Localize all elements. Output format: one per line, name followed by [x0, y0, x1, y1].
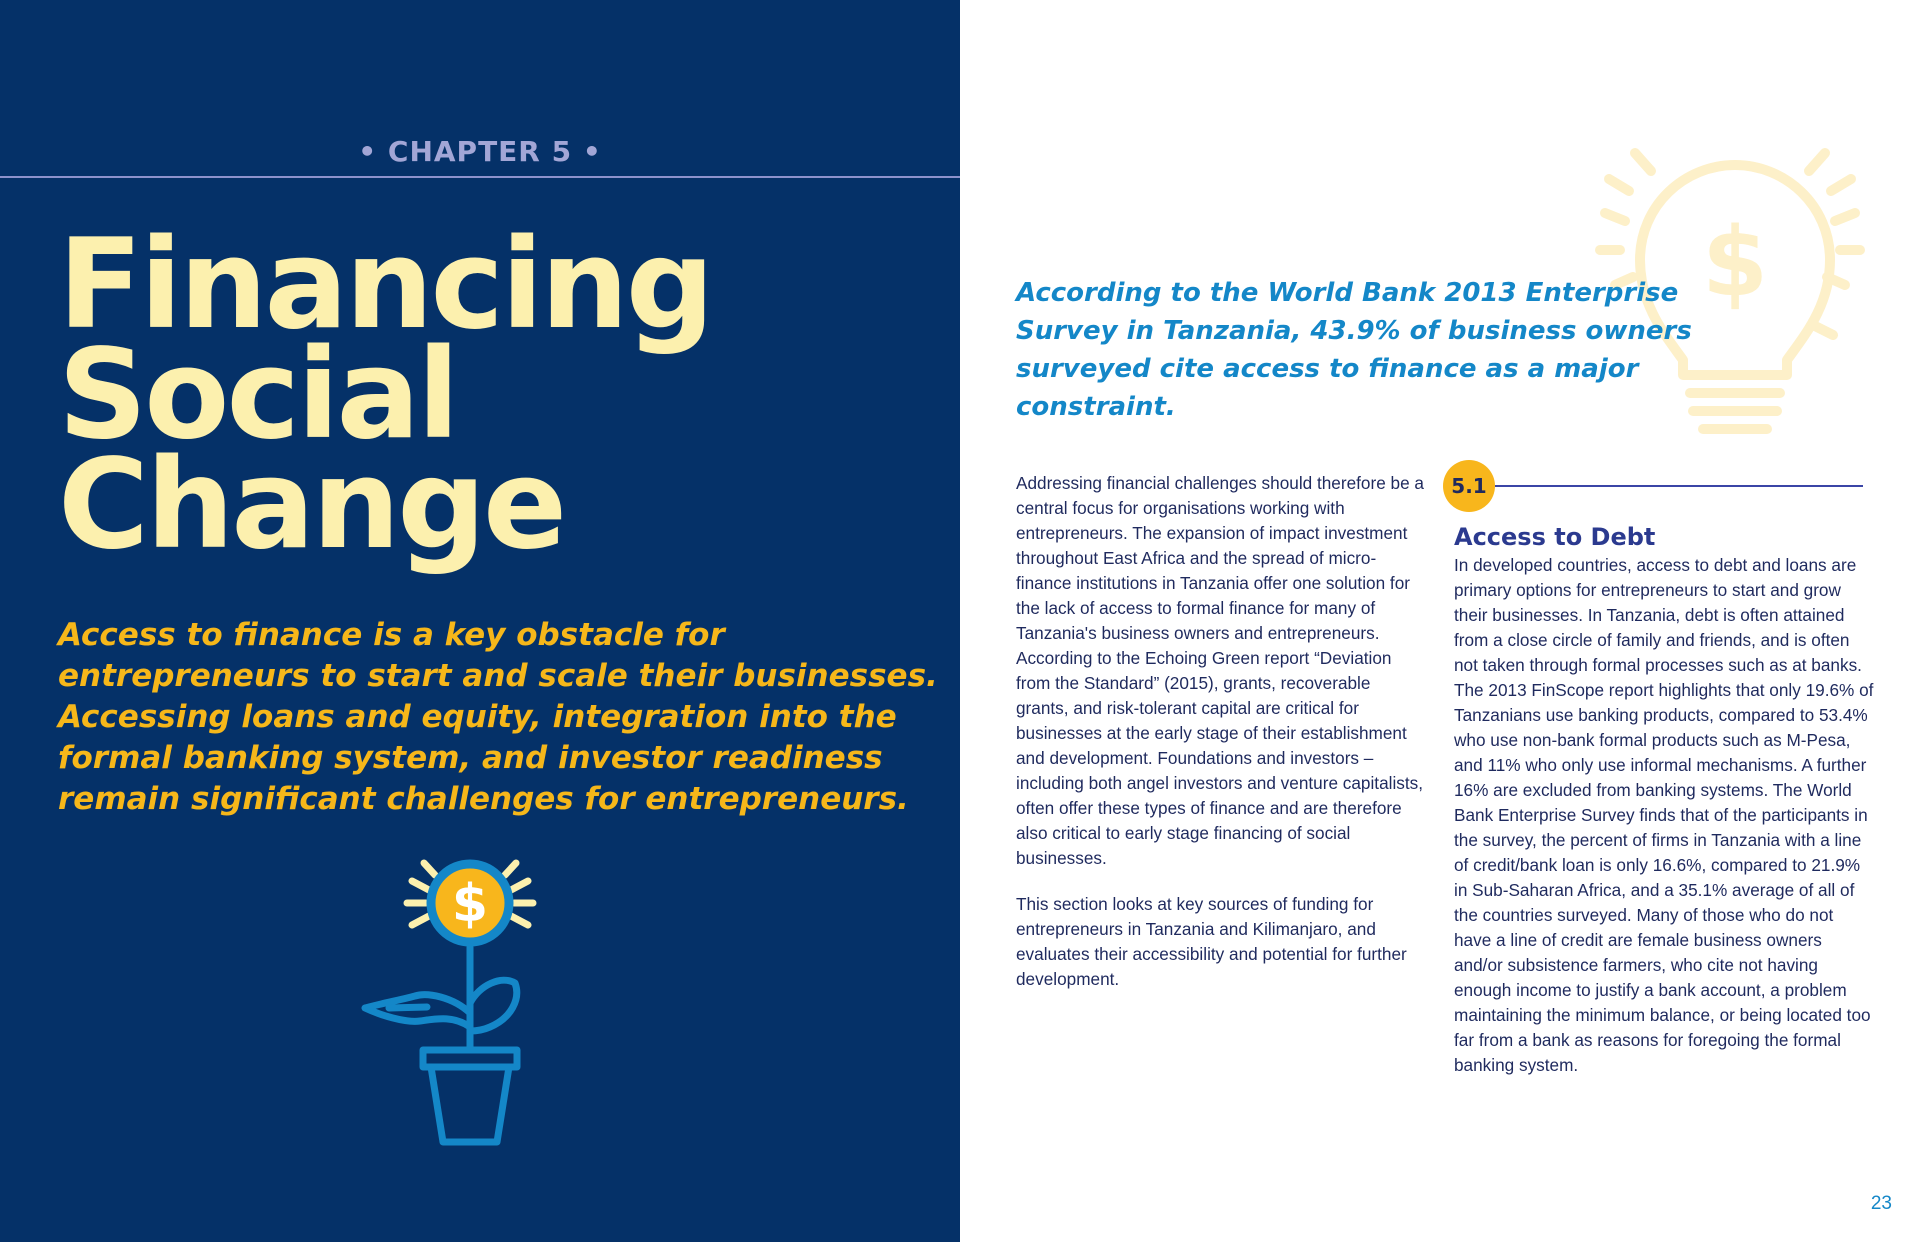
page-number: 23: [1870, 1193, 1892, 1214]
body-right-column: [1454, 553, 1874, 1078]
money-plant-icon: [355, 855, 585, 1155]
dollar-sign: $: [451, 874, 489, 934]
title-line-1: Financing: [58, 213, 712, 357]
chapter-intro: Access to finance is a key obstacle for entrepreneurs to start and scale their businesses. Accessing loans and equity, integration into the formal banking system, and investor readiness remain significant challenges for entrepreneurs.: [58, 617, 938, 817]
title-line-2: Social: [58, 323, 457, 467]
bulb-dollar-sign: $: [1701, 208, 1769, 318]
section-body: In developed countries, access to debt and loans are primary options for entrepreneurs to start and grow their businesses. In Tanzania, debt is often attained from a close circle of family and friends, and is often not taken through formal processes such as at banks. The 2013 FinScope report highlights that only 19.6% of Tanzanians use banking products, compared to 53.4% who use non-bank formal products such as M-Pesa, and 11% who only use informal mechanisms. A further 16% are excluded from banking systems. The World Bank Enterprise Survey finds that of the participants in the survey, the percent of firms in Tanzania with a line of credit/bank loan is only 16.6%, compared to 21.9% in Sub-Saharan Africa, and a 35.1% average of all of the countries surveyed. Many of those who do not have a line of credit are female business owners and/or subsistence farmers, who cite not having enough income to justify a bank account, a problem maintaining the minimum balance, or being located too far from a bank as reasons for foregoing the formal banking system.: [1454, 555, 1874, 1075]
section-title: Access to Debt: [1454, 523, 1656, 551]
section-number-badge: 5.1: [1443, 460, 1495, 512]
title-line-3: Change: [58, 433, 565, 577]
section-divider: [1495, 485, 1863, 487]
chapter-divider: [0, 176, 962, 178]
body-left-column: [1016, 471, 1426, 1013]
body-paragraph: Addressing financial challenges should therefore be a central focus for organisations working with entrepreneurs. The expansion of impact investment throughout East Africa and the spread of micro-finance institutions in Tanzania offer one solution for the lack of access to formal finance for many of Tanzania's business owners and entrepreneurs. According to the Echoing Green report “Deviation from the Standard” (2015), grants, recoverable grants, and risk-tolerant capital are critical for businesses at the early stage of their establishment and development. Foundations and investors – including both angel investors and venture capitalists, often offer these types of finance and are therefore also critical to early stage financing of social businesses.: [1016, 473, 1424, 868]
chapter-label: • CHAPTER 5 •: [358, 135, 602, 168]
chapter-title: [58, 213, 938, 577]
pull-quote: According to the World Bank 2013 Enterprise Survey in Tanzania, 43.9% of business owners surveyed cite access to finance as a major constraint.: [1016, 278, 1692, 422]
body-paragraph: This section looks at key sources of funding for entrepreneurs in Tanzania and Kilimanjaro, and evaluates their accessibility and potential for further development.: [1016, 894, 1407, 989]
